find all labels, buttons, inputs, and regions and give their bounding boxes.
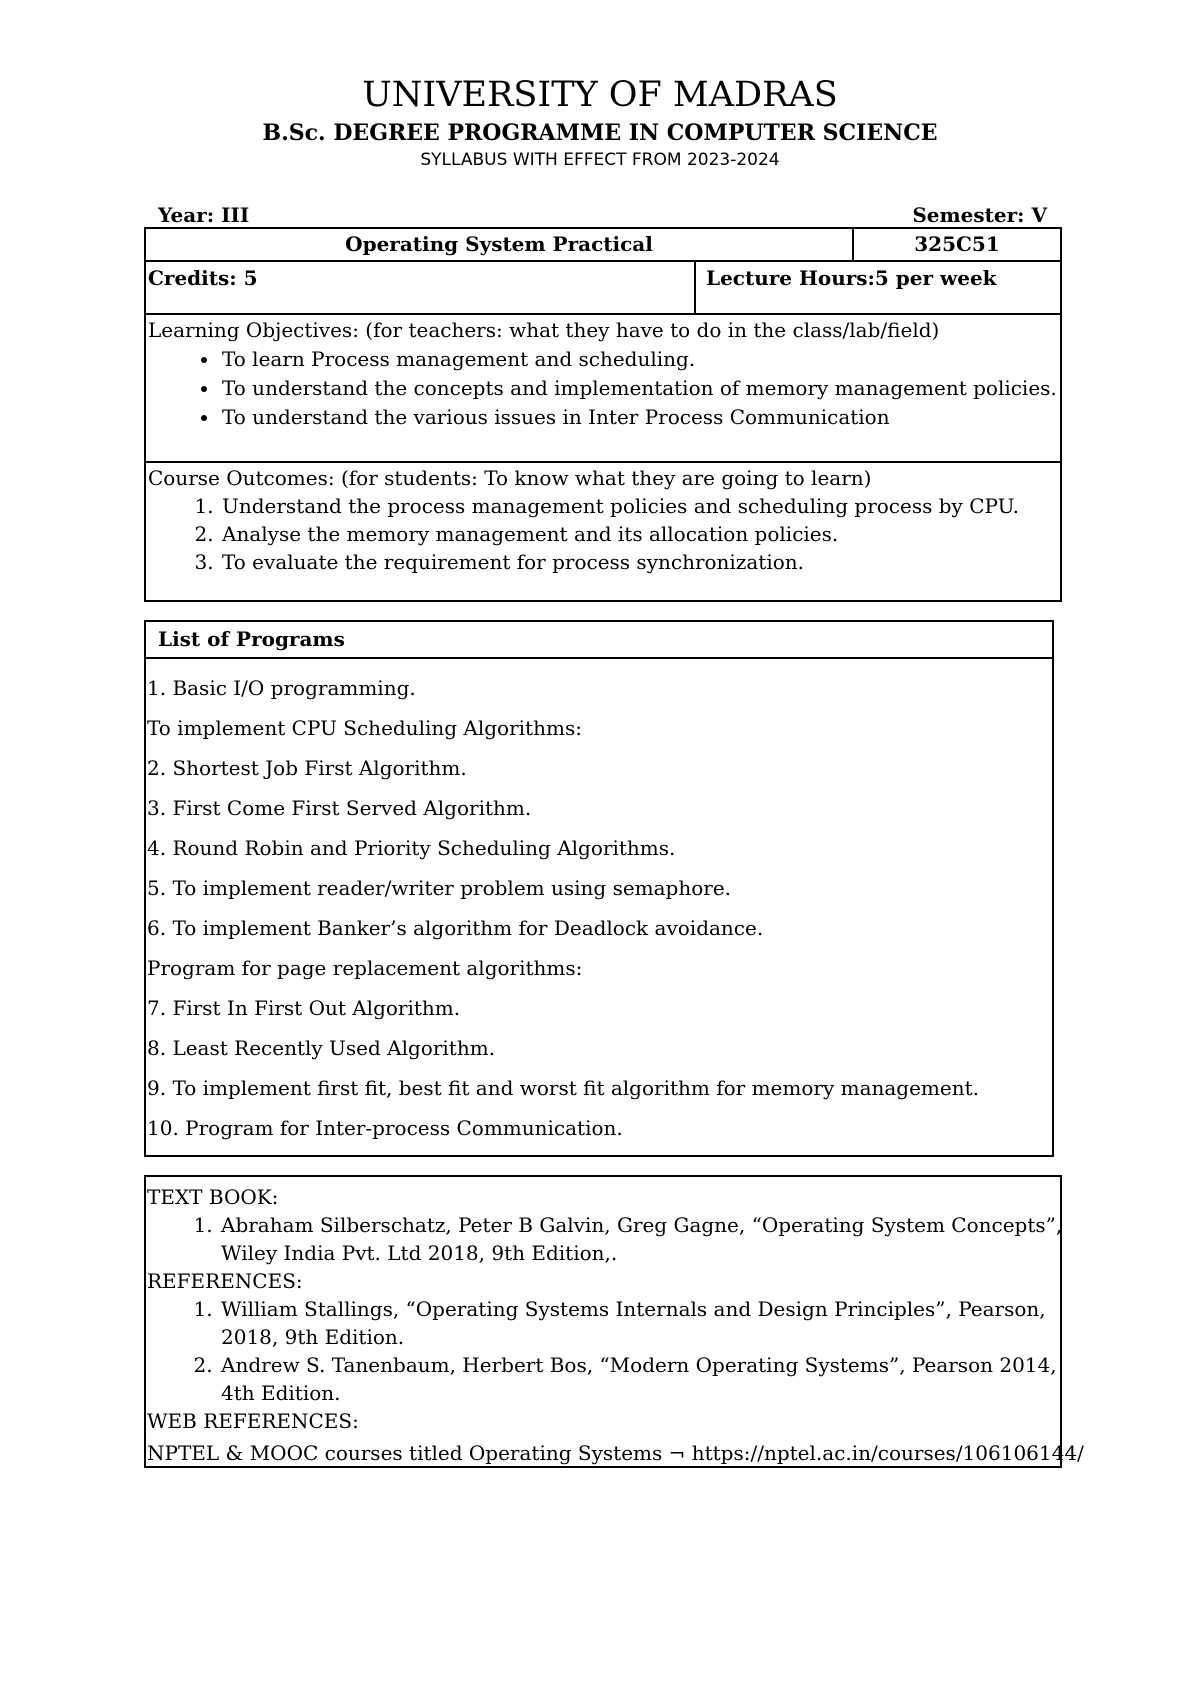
cell-divider <box>694 262 696 313</box>
references-heading: REFERENCES: <box>147 1269 303 1293</box>
program-item: 3. First Come First Served Algorithm. <box>147 796 532 820</box>
lecture-hours: Lecture Hours:5 per week <box>706 266 997 290</box>
program-item: 9. To implement first fit, best fit and worst fit algorithm for memory management. <box>147 1076 980 1100</box>
text-book-heading: TEXT BOOK: <box>147 1185 279 1209</box>
program-item: 5. To implement reader/writer problem using semaphore. <box>147 876 732 900</box>
course-title-row <box>146 229 1060 262</box>
course-code: 325C51 <box>914 232 1000 256</box>
programs-table <box>144 620 1054 1157</box>
learning-objectives-heading: Learning Objectives: (for teachers: what they have to do in the class/lab/field) <box>148 318 940 342</box>
program-item: 7. First In First Out Algorithm. <box>147 996 461 1020</box>
books-references-table <box>144 1175 1084 1468</box>
credits-row <box>146 262 1060 315</box>
reference-item: 1. William Stallings, “Operating Systems Internals and Design Principles”, Pearson, 2018, 9th Edition. <box>219 1295 1084 1351</box>
web-reference-link: NPTEL & MOOC courses titled Operating Systems ¬ https://nptel.ac.in/courses/106106144/ <box>147 1441 1084 1465</box>
credits: Credits: 5 <box>148 266 258 290</box>
program-item: 2. Shortest Job First Algorithm. <box>147 756 467 780</box>
program-item: 6. To implement Banker’s algorithm for Deadlock avoidance. <box>147 916 764 940</box>
objective-item: • To understand the concepts and implementation of memory management policies. <box>220 374 1057 403</box>
reference-item: 2. Andrew S. Tanenbaum, Herbert Bos, “Modern Operating Systems”, Pearson 2014, 4th Edition. <box>219 1351 1084 1407</box>
program-item: 10. Program for Inter-process Communication. <box>147 1116 623 1140</box>
program-item: 4. Round Robin and Priority Scheduling Algorithms. <box>147 836 676 860</box>
objective-item: • To understand the various issues in Inter Process Communication <box>220 403 1057 432</box>
outcome-item: 3. To evaluate the requirement for process synchronization. <box>220 548 1019 576</box>
program-group-label: To implement CPU Scheduling Algorithms: <box>147 716 582 740</box>
web-references-heading: WEB REFERENCES: <box>147 1409 359 1433</box>
program-item: 1. Basic I/O programming. <box>147 676 416 700</box>
program-item: 8. Least Recently Used Algorithm. <box>147 1036 496 1060</box>
learning-objectives-row <box>146 315 1060 463</box>
course-info-table <box>144 227 1062 602</box>
objective-item: • To learn Process management and scheduling. <box>220 345 1057 374</box>
course-outcomes <box>148 464 1019 576</box>
syllabus-effective: SYLLABUS WITH EFFECT FROM 2023-2024 <box>420 150 780 170</box>
year-label: Year: III <box>158 203 250 227</box>
books-references <box>147 1183 1084 1467</box>
course-outcomes-row <box>146 463 1060 600</box>
outcome-item: 2. Analyse the memory management and its allocation policies. <box>220 520 1019 548</box>
programme-title: B.Sc. DEGREE PROGRAMME IN COMPUTER SCIENCE <box>262 120 938 146</box>
programs-list <box>147 674 979 1154</box>
outcome-item: 1. Understand the process management policies and scheduling process by CPU. <box>220 492 1019 520</box>
programs-heading: List of Programs <box>158 627 345 651</box>
program-group-label: Program for page replacement algorithms: <box>147 956 583 980</box>
course-outcomes-heading: Course Outcomes: (for students: To know what they are going to learn) <box>148 466 872 490</box>
course-title: Operating System Practical <box>345 232 653 256</box>
learning-objectives <box>148 316 1057 432</box>
semester-label: Semester: V <box>912 203 1047 227</box>
programs-heading-row <box>146 622 1052 659</box>
text-book-item: 1. Abraham Silberschatz, Peter B Galvin, Greg Gagne, “Operating System Concepts”, Wiley India Pvt. Ltd 2018, 9th Edition,. <box>219 1211 1084 1267</box>
university-title: UNIVERSITY OF MADRAS <box>362 75 838 115</box>
